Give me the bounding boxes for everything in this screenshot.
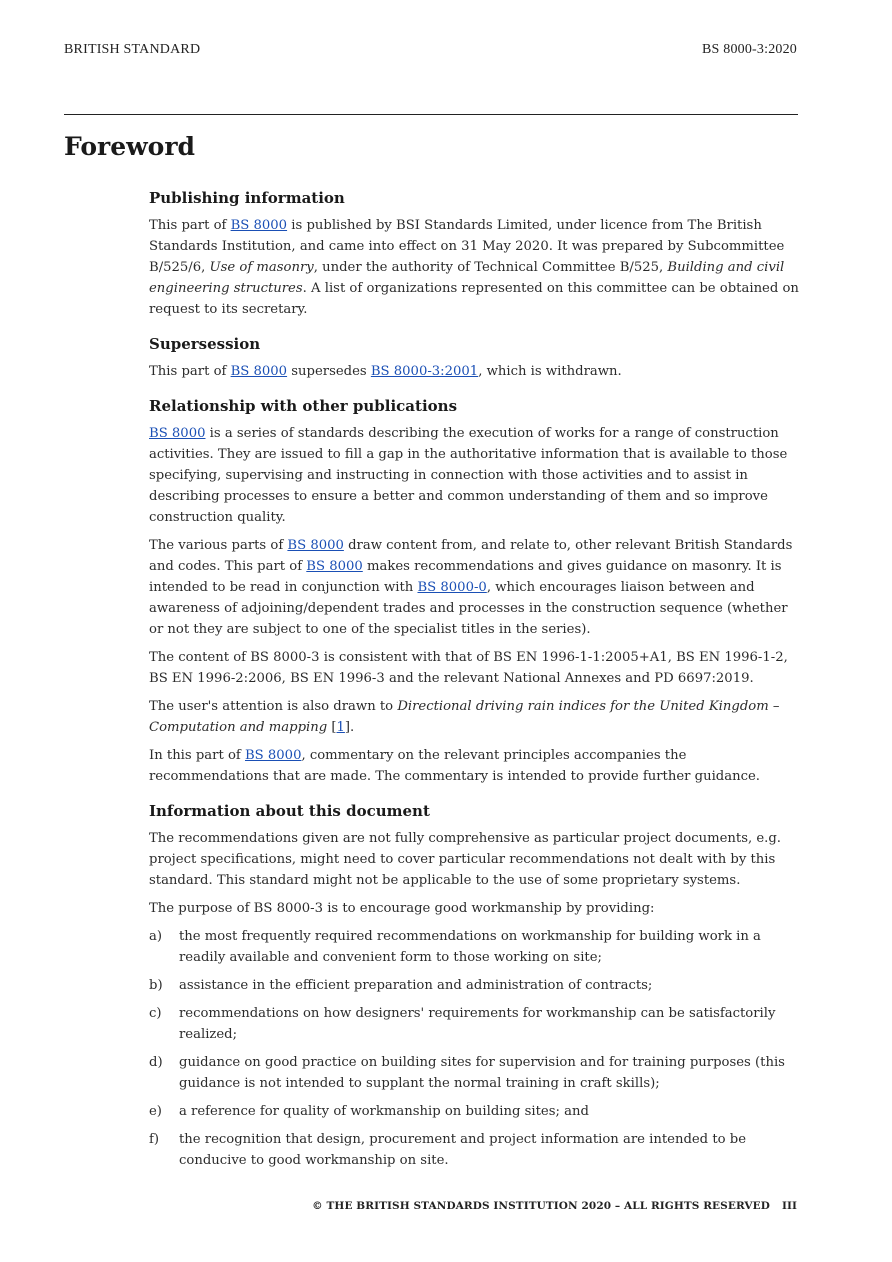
copyright-notice: © THE BRITISH STANDARDS INSTITUTION 2020 – ALL RIGHTS RESERVED <box>312 1200 770 1212</box>
list-marker: c) <box>149 1006 162 1021</box>
list-marker: f) <box>149 1132 160 1147</box>
list-item <box>149 975 799 996</box>
page-number: III <box>781 1200 797 1212</box>
link-reference-1[interactable]: 1 <box>336 720 345 735</box>
link-bs8000[interactable]: BS 8000 <box>230 218 288 233</box>
list-item <box>149 926 799 968</box>
section-heading-publishing: Publishing information <box>149 189 345 207</box>
relationship-paragraph-1: BS 8000 is a series of standards describing the execution of works for a range of construction activities. They are issued to fill a gap in the authoritative information that is available to those specifying, supervising and instructing in connection with those activities and to assist in describing processes to ensure a better and common understanding of them and so improve construction quality. <box>149 426 788 525</box>
link-bs8000-0[interactable]: BS 8000-0 <box>417 580 487 595</box>
purpose-list <box>149 926 799 1171</box>
running-header-left: BRITISH STANDARD <box>64 42 201 57</box>
page-title: Foreword <box>64 132 195 161</box>
list-marker: d) <box>149 1055 163 1070</box>
link-bs8000[interactable]: BS 8000 <box>306 559 363 574</box>
link-bs8000[interactable]: BS 8000 <box>287 538 344 553</box>
publishing-paragraph: This part of BS 8000 is published by BSI Standards Limited, under licence from The British Standards Institution, and came into effect on 31 May 2020. It was prepared by Subcommittee B/525/6, Use of masonry, under the authority of Technical Committee B/525, Building and civil engineering structures. A list of organizations represented on this committee can be obtained on request to its secretary. <box>149 218 799 317</box>
relationship-paragraph-2: The various parts of BS 8000 draw content from, and relate to, other relevant British Standards and codes. This part of BS 8000 makes recommendations and gives guidance on masonry. It is intended to be read in conjunction with BS 8000-0, which encourages liaison between and awareness of adjoining/dependent trades and processes in the construction sequence (whether or not they are subject to one of the specialist titles in the series). <box>149 538 793 637</box>
section-heading-relationship: Relationship with other publications <box>149 397 458 415</box>
supersession-paragraph: This part of BS 8000 supersedes BS 8000-3:2001, which is withdrawn. <box>149 364 622 379</box>
foreword-body <box>149 188 799 1178</box>
relationship-paragraph-3: The content of BS 8000-3 is consistent with that of BS EN 1996-1-1:2005+A1, BS EN 1996-1-2, BS EN 1996-2:2006, BS EN 1996-3 and the relevant National Annexes and PD 6697:2019. <box>149 650 788 686</box>
relationship-paragraph-5: In this part of BS 8000, commentary on the relevant principles accompanies the recommendations that are made. The commentary is intended to provide further guidance. <box>149 748 760 784</box>
page-footer <box>312 1200 797 1212</box>
list-item-text: recommendations on how designers' requirements for workmanship can be satisfactorily realized; <box>179 1006 776 1042</box>
list-item-text: guidance on good practice on building sites for supervision and for training purposes (this guidance is not intended to supplant the normal training in craft skills); <box>179 1055 785 1091</box>
list-item <box>149 1129 799 1171</box>
link-bs8000[interactable]: BS 8000 <box>244 748 302 763</box>
list-item <box>149 1003 799 1045</box>
link-bs8000[interactable]: BS 8000 <box>230 364 288 379</box>
list-marker: b) <box>149 978 163 993</box>
link-bs8000[interactable]: BS 8000 <box>149 426 206 441</box>
list-item-text: the most frequently required recommendations on workmanship for building work in a readily available and convenient form to those working on site; <box>179 929 761 965</box>
information-paragraph-2: The purpose of BS 8000-3 is to encourage good workmanship by providing: <box>149 901 655 916</box>
header-rule <box>64 114 798 115</box>
section-heading-supersession: Supersession <box>149 335 261 353</box>
list-item-text: the recognition that design, procurement and project information are intended to be conducive to good workmanship on site. <box>179 1132 746 1168</box>
list-item <box>149 1101 799 1122</box>
relationship-paragraph-4: The user's attention is also drawn to Directional driving rain indices for the United Kingdom – Computation and mapping [1]. <box>149 699 780 735</box>
list-marker: a) <box>149 929 163 944</box>
list-item-text: a reference for quality of workmanship on building sites; and <box>179 1104 589 1119</box>
running-header-right: BS 8000-3:2020 <box>702 42 797 57</box>
information-paragraph-1: The recommendations given are not fully comprehensive as particular project documents, e.g. project specifications, might need to cover particular recommendations not dealt with by this standard. This standard might not be applicable to the use of some proprietary systems. <box>149 831 781 888</box>
list-item <box>149 1052 799 1094</box>
list-item-text: assistance in the efficient preparation and administration of contracts; <box>179 978 653 993</box>
link-bs8000-3-2001[interactable]: BS 8000-3:2001 <box>370 364 479 379</box>
section-heading-information: Information about this document <box>149 802 430 820</box>
list-marker: e) <box>149 1104 162 1119</box>
